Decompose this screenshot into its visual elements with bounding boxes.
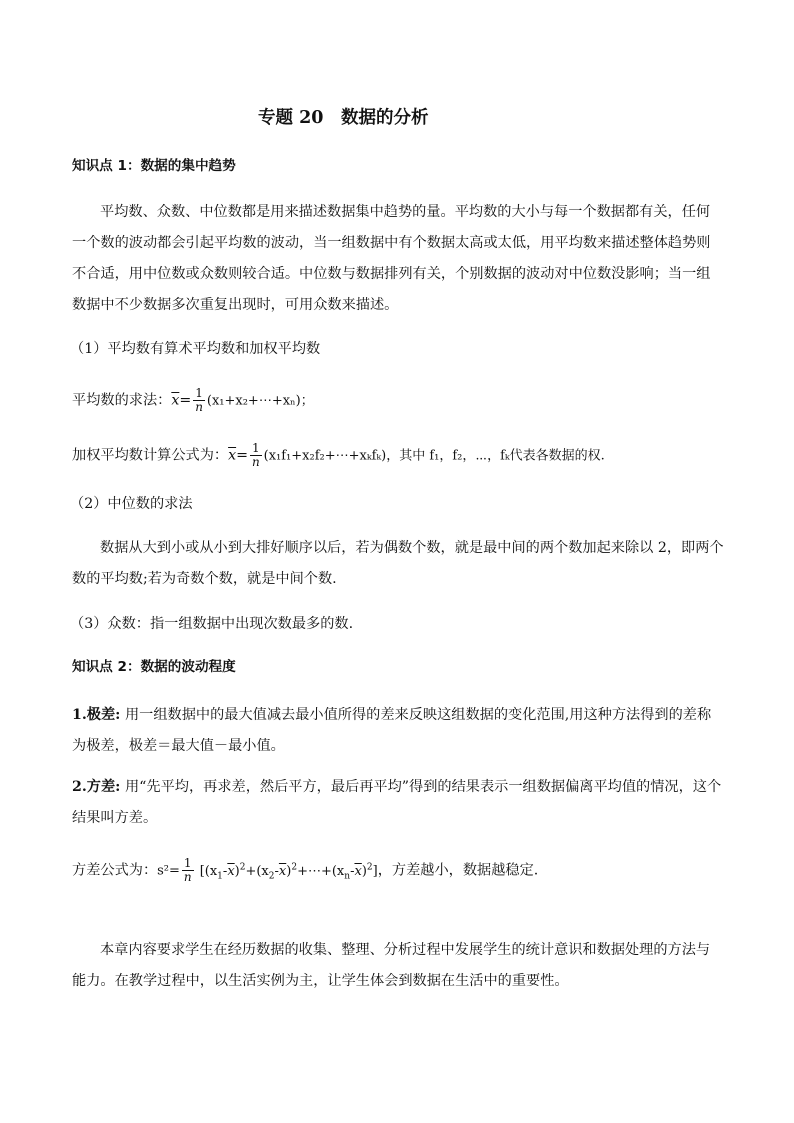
- variance-paragraph: [72, 772, 724, 834]
- weighted-label: 加权平均数计算公式为：: [72, 447, 229, 464]
- subheading-mode: （3）众数：指一组数据中出现次数最多的数.: [70, 616, 354, 632]
- equals-sign: =: [179, 392, 192, 409]
- closing-text: 本章内容要求学生在经历数据的收集、整理、分析过程中发展学生的统计意识和数据处理的方法与能力。在教学过程中，以生活实例为主，让学生体会到数据在生活中的重要性。: [72, 942, 711, 989]
- fraction-1-over-n: $\frac{1}{n}$: [251, 441, 260, 469]
- section-heading-1: 知识点 1：数据的集中趋势: [72, 158, 236, 174]
- subheading-median: （2）中位数的求法: [70, 496, 193, 512]
- mean-formula-line: [72, 387, 722, 414]
- range-label: 1.极差:: [72, 707, 121, 723]
- subheading-mean: （1）平均数有算术平均数和加权平均数: [70, 341, 321, 357]
- s-squared: s²=: [157, 863, 180, 879]
- variance-formula-body: $[(x_1-\overline{x})^2+(x_2-\overline{x})^2+\cdots+(x_n-\overline{x})^2]$: [195, 862, 378, 882]
- weighted-mean-line: [72, 442, 722, 469]
- intro-text: 平均数、众数、中位数都是用来描述数据集中趋势的量。平均数的大小与每一个数据都有关，任何一个数的波动都会引起平均数的波动，当一组数据中有个数据太高或太低，用平均数来描述整体趋势则不合适，用中位数或众数则较合适。中位数与数据排列有关，个别数据的波动对中位数没影响；当一组数据中不少数据多次重复出现时，可用众数来描述。: [72, 204, 711, 313]
- variance-label: 2.方差:: [72, 779, 121, 795]
- closing-paragraph: [72, 935, 724, 997]
- equals-sign: =: [236, 447, 248, 464]
- mean-label: 平均数的求法：: [72, 392, 172, 409]
- variance-text: 用“先平均，再求差，然后平方，最后再平均”得到的结果表示一组数据偏离平均值的情况，这个结果叫方差。: [72, 779, 722, 826]
- section-heading-2: 知识点 2：数据的波动程度: [72, 659, 236, 675]
- variance-formula-label: 方差公式为：: [72, 862, 158, 879]
- median-text: 数据从大到小或从小到大排好顺序以后，若为偶数个数，就是最中间的两个数加起来除以 2，即两个数的平均数;若为奇数个数，就是中间个数.: [72, 540, 724, 587]
- range-text: 用一组数据中的最大值减去最小值所得的差来反映这组数据的变化范围,用这种方法得到的差称为极差，极差＝最大值－最小值。: [72, 707, 712, 754]
- fraction-1-over-n: $\frac{1}{n}$: [183, 856, 192, 884]
- intro-paragraph: [72, 197, 724, 321]
- variance-formula-line: [72, 857, 722, 886]
- mean-formula: (x₁+x₂+⋯+xₙ)；: [206, 393, 314, 409]
- xbar-symbol: $\overline{x}$: [171, 392, 180, 409]
- range-paragraph: [72, 700, 724, 762]
- weighted-formula: (x₁f₁+x₂f₂+⋯+xₖfₖ)，其中 f₁，f₂，⋯，fₖ代表各数据的权.: [263, 448, 605, 464]
- median-paragraph: [72, 533, 724, 595]
- fraction-1-over-n: $\frac{1}{n}$: [195, 386, 203, 414]
- variance-formula-tail: ，方差越小，数据越稳定.: [377, 862, 539, 879]
- page-title: 专题 20 数据的分析: [258, 108, 429, 128]
- xbar-symbol: $\overline{x}$: [228, 447, 237, 464]
